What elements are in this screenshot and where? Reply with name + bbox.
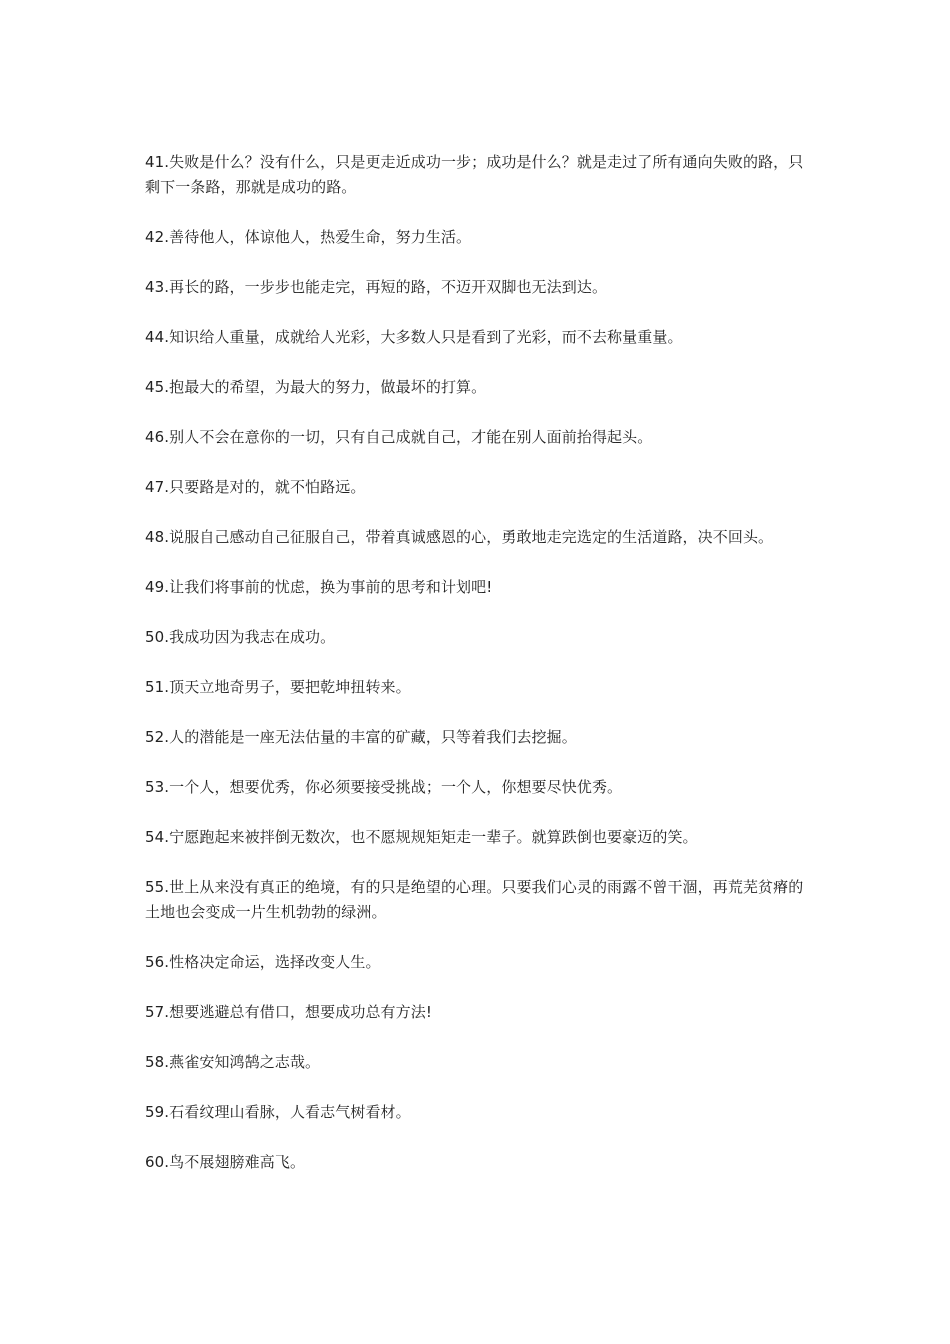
quote-item: 54.宁愿跑起来被拌倒无数次，也不愿规规矩矩走一辈子。就算跌倒也要豪迈的笑。: [145, 828, 698, 846]
quote-item: 59.石看纹理山看脉，人看志气树看材。: [145, 1103, 411, 1121]
quote-list: [145, 150, 810, 1200]
quote-item: 60.鸟不展翅膀难高飞。: [145, 1153, 306, 1171]
quote-item: 44.知识给人重量，成就给人光彩，大多数人只是看到了光彩，而不去称量重量。: [145, 328, 683, 346]
quote-item: 50.我成功因为我志在成功。: [145, 628, 336, 646]
quote-item: 42.善待他人，体谅他人，热爱生命，努力生活。: [145, 228, 472, 246]
quote-item: 56.性格决定命运，选择改变人生。: [145, 953, 381, 971]
quote-item: 48.说服自己感动自己征服自己，带着真诚感恩的心，勇敢地走完选定的生活道路，决不回头。: [145, 528, 774, 546]
quote-item: 46.别人不会在意你的一切，只有自己成就自己，才能在别人面前抬得起头。: [145, 428, 653, 446]
quote-item: 53.一个人，想要优秀，你必须要接受挑战；一个人，你想要尽快优秀。: [145, 778, 623, 796]
quote-item: 57.想要逃避总有借口，想要成功总有方法!: [145, 1003, 432, 1021]
quote-item: 51.顶天立地奇男子，要把乾坤扭转来。: [145, 678, 411, 696]
quote-item: 47.只要路是对的，就不怕路远。: [145, 478, 366, 496]
quote-item: 55.世上从来没有真正的绝境，有的只是绝望的心理。只要我们心灵的雨露不曾干涸，再荒芜贫瘠的土地也会变成一片生机勃勃的绿洲。: [145, 878, 804, 921]
quote-item: 49.让我们将事前的忧虑，换为事前的思考和计划吧!: [145, 578, 493, 596]
quote-item: 45.抱最大的希望，为最大的努力，做最坏的打算。: [145, 378, 487, 396]
quote-item: 41.失败是什么？没有什么，只是更走近成功一步；成功是什么？就是走过了所有通向失败的路，只剩下一条路，那就是成功的路。: [145, 153, 804, 196]
quote-item: 52.人的潜能是一座无法估量的丰富的矿藏，只等着我们去挖掘。: [145, 728, 577, 746]
quote-item: 58.燕雀安知鸿鹄之志哉。: [145, 1053, 321, 1071]
quote-item: 43.再长的路，一步步也能走完，再短的路，不迈开双脚也无法到达。: [145, 278, 608, 296]
